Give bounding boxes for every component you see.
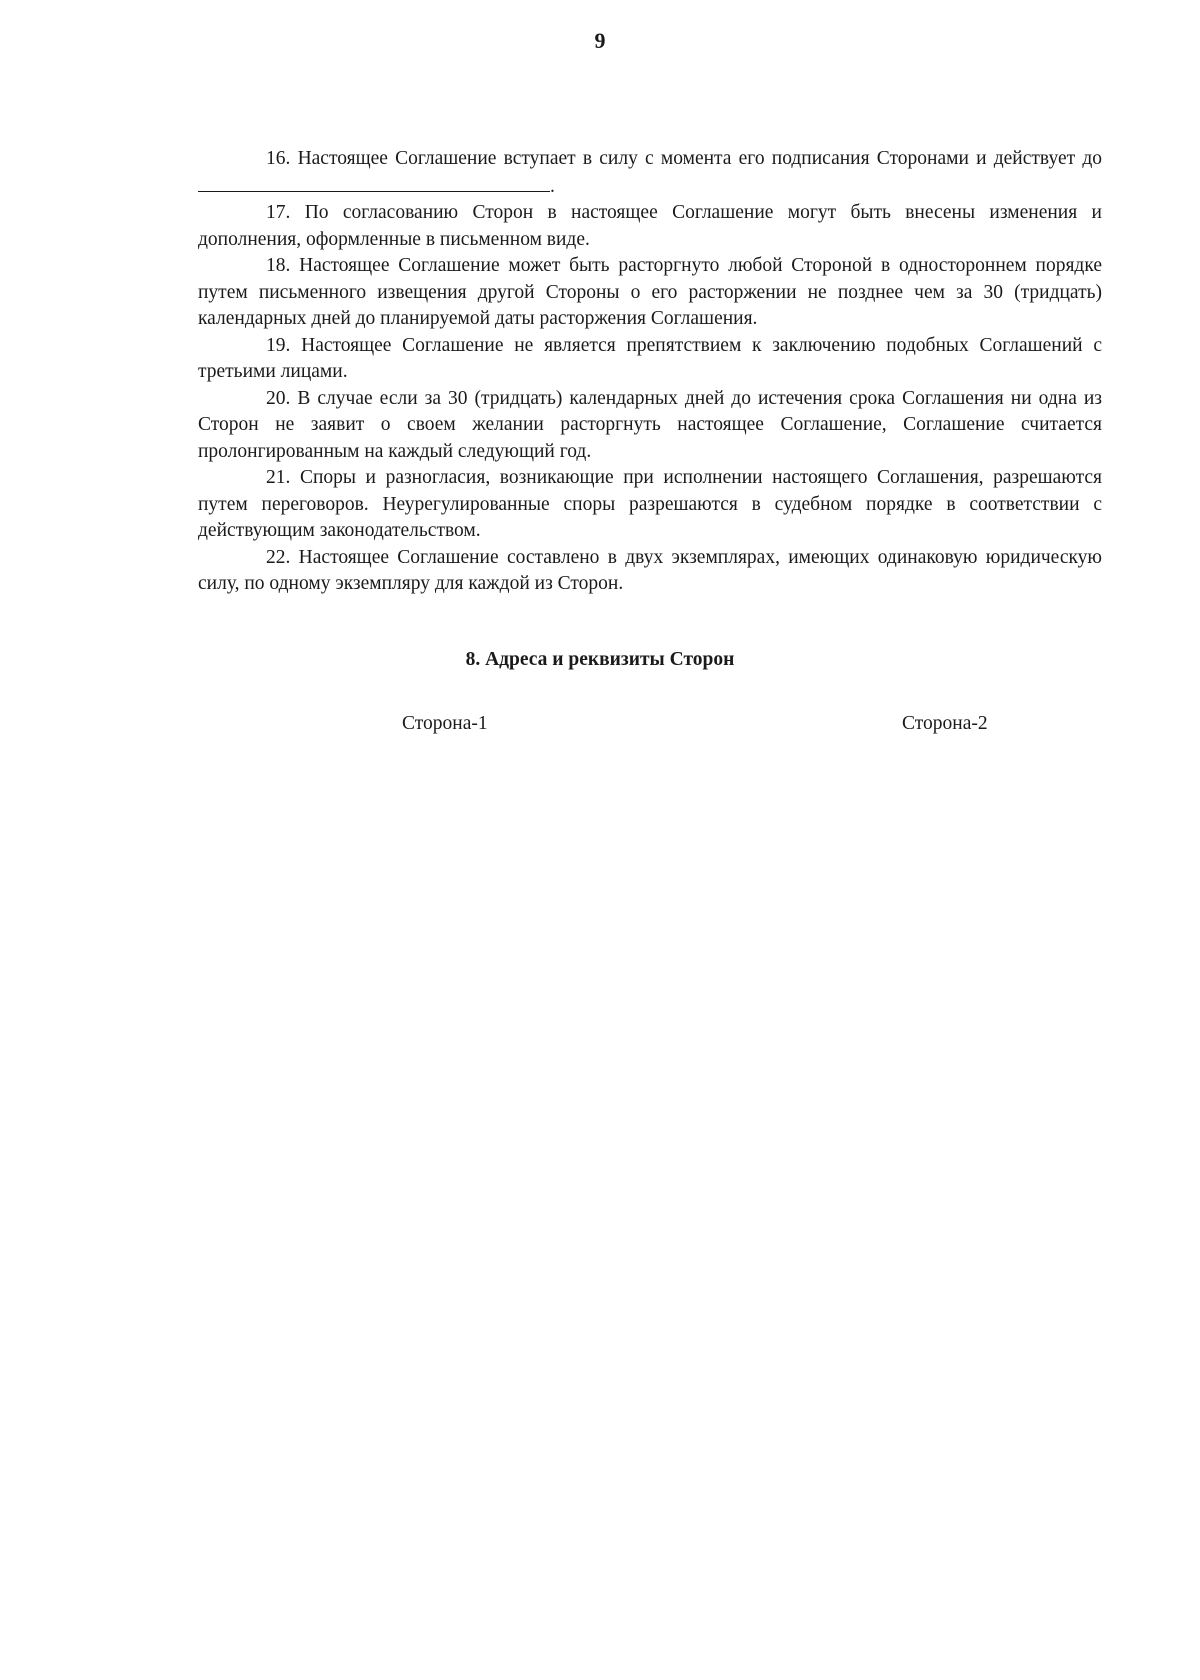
paragraph-21: 21. Споры и разногласия, возникающие при исполнении настоящего Соглашения, разрешаются путем переговоров. Неурегулированные споры разрешаются в судебном порядке в соответствии с действующим законодательством. xyxy=(198,467,1102,541)
page-number: 9 xyxy=(594,28,606,53)
paragraph-18: 18. Настоящее Соглашение может быть расторгнуто любой Стороной в одностороннем порядке путем письменного извещения другой Стороны о его расторжении не позднее чем за 30 (тридцать) календарных дней до планируемой даты расторжения Соглашения. xyxy=(198,255,1102,329)
paragraph-16-end: . xyxy=(550,175,555,197)
paragraph-17: 17. По согласованию Сторон в настоящее Соглашение могут быть внесены изменения и дополнения, оформленные в письменном виде. xyxy=(198,202,1102,250)
section-heading: 8. Адреса и реквизиты Сторон xyxy=(465,649,735,670)
paragraph-19: 19. Настоящее Соглашение не является препятствием к заключению подобных Соглашений с третьими лицами. xyxy=(198,334,1102,382)
date-blank-line xyxy=(198,173,550,192)
paragraph-16 xyxy=(198,146,1102,200)
paragraph-22: 22. Настоящее Соглашение составлено в двух экземплярах, имеющих одинаковую юридическую силу, по одному экземпляру для каждой из Сторон. xyxy=(198,546,1102,594)
party-1-label: Сторона-1 xyxy=(402,713,488,734)
paragraph-20: 20. В случае если за 30 (тридцать) календарных дней до истечения срока Соглашения ни одна из Сторон не заявит о своем желании расторгнуть настоящее Соглашение, Соглашение считается пролонгированным на каждый следующий год. xyxy=(198,387,1102,462)
paragraph-16-text: 16. Настоящее Соглашение вступает в силу с момента его подписания Сторонами и действует до xyxy=(266,148,1102,169)
agreement-body xyxy=(198,146,1102,598)
party-2-label: Сторона-2 xyxy=(902,713,988,734)
